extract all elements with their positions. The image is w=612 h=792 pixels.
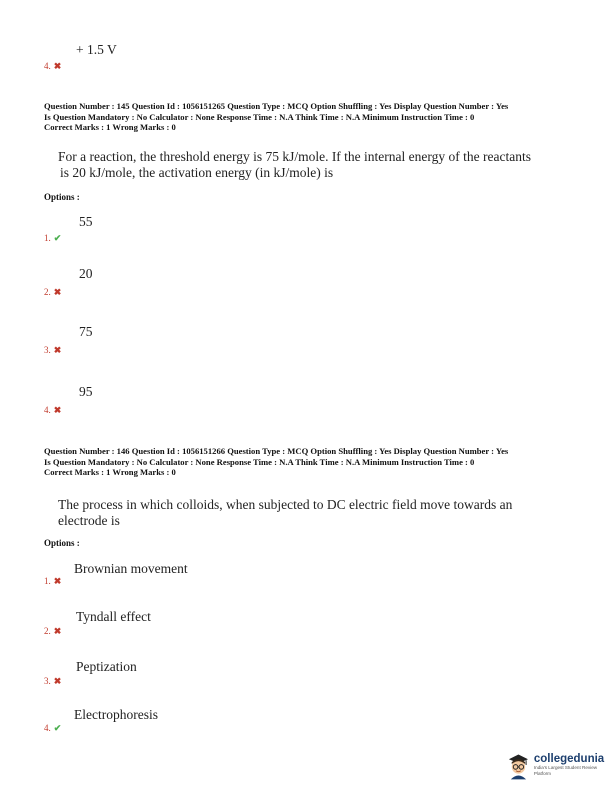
- meta-line: Is Question Mandatory : No Calculator : None Response Time : N.A Think Time : N.A Minimum Instruction Time : 0: [44, 111, 475, 122]
- option-number-label: 3.: [44, 345, 51, 355]
- question-text-line: electrode is: [58, 512, 120, 528]
- option-text: 95: [79, 384, 93, 399]
- option-number-label: 2.: [44, 287, 51, 297]
- question-146-meta: [44, 446, 584, 478]
- prev-option-number: [44, 61, 61, 72]
- meta-line: Question Number : 145 Question Id : 1056151265 Question Type : MCQ Option Shuffling : Yes Display Question Number : Yes: [44, 101, 509, 111]
- cross-icon: ✖: [53, 287, 62, 297]
- question-text-line: is 20 kJ/mole, the activation energy (in kJ/mole) is: [60, 164, 334, 180]
- meta-line: Is Question Mandatory : No Calculator : None Response Time : N.A Think Time : N.A Minimum Instruction Time : 0: [44, 456, 475, 467]
- check-icon: ✔: [53, 723, 62, 733]
- question-145-meta: [44, 101, 584, 133]
- options-label: Options :: [44, 192, 80, 202]
- option-text: Brownian movement: [74, 561, 188, 576]
- question-145-text: [58, 149, 538, 180]
- option-number-label: 4.: [44, 61, 51, 71]
- brand-tagline: India's Largest Student Review Platform: [533, 765, 598, 776]
- cross-icon: ✖: [53, 61, 62, 71]
- option-number: [44, 405, 61, 416]
- option-text: Electrophoresis: [74, 707, 158, 722]
- option-number: [44, 676, 61, 687]
- option-text: 55: [79, 214, 93, 229]
- question-146-text: [58, 497, 538, 528]
- question-text-line: The process in which colloids, when subjected to DC electric field move towards an: [58, 497, 513, 512]
- student-mascot-icon: [506, 750, 531, 780]
- option-number: [44, 723, 61, 734]
- option-number-label: 4.: [44, 405, 51, 415]
- option-number-label: 1.: [44, 233, 51, 243]
- cross-icon: ✖: [53, 345, 62, 355]
- meta-line: Correct Marks : 1 Wrong Marks : 0: [44, 122, 176, 133]
- option-text: 20: [79, 266, 93, 281]
- meta-line: Question Number : 146 Question Id : 1056151266 Question Type : MCQ Option Shuffling : Yes Display Question Number : Yes: [44, 446, 509, 456]
- check-icon: ✔: [53, 233, 62, 243]
- option-text: 75: [79, 324, 93, 339]
- meta-line: Correct Marks : 1 Wrong Marks : 0: [44, 467, 176, 478]
- option-text: Tyndall effect: [76, 609, 151, 624]
- brand-name: collegedunia: [533, 753, 605, 765]
- cross-icon: ✖: [53, 576, 62, 586]
- brand-text: [534, 753, 612, 777]
- option-number: [44, 345, 61, 356]
- option-number-label: 4.: [44, 723, 51, 733]
- cross-icon: ✖: [53, 405, 62, 415]
- option-number: [44, 287, 61, 298]
- option-number-label: 2.: [44, 626, 51, 636]
- option-number: [44, 233, 61, 244]
- cross-icon: ✖: [53, 676, 62, 686]
- prev-option-text: + 1.5 V: [76, 42, 117, 57]
- options-label: Options :: [44, 538, 80, 548]
- option-text: Peptization: [76, 659, 137, 674]
- option-number-label: 1.: [44, 576, 51, 586]
- question-text-line: For a reaction, the threshold energy is 75 kJ/mole. If the internal energy of the reactants: [58, 149, 531, 164]
- option-number: [44, 626, 61, 637]
- option-number-label: 3.: [44, 676, 51, 686]
- option-number: [44, 576, 61, 587]
- cross-icon: ✖: [53, 626, 62, 636]
- brand-logo: [506, 750, 612, 780]
